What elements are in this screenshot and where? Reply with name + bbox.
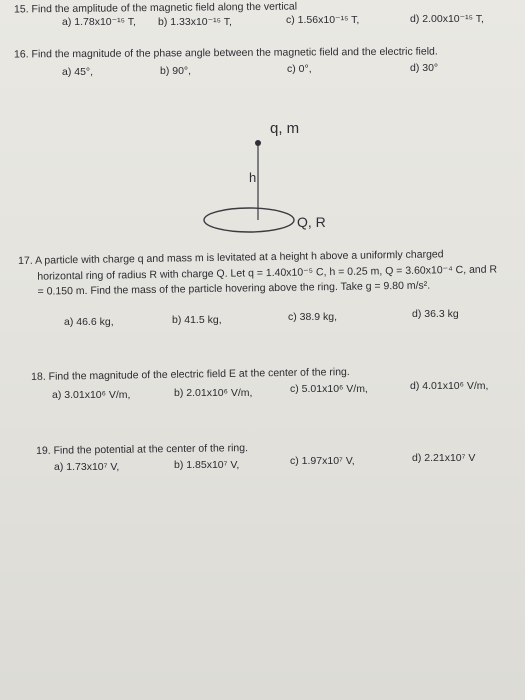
ring-label: Q, R — [297, 214, 326, 230]
q18-option-c: c) 5.01x10⁶ V/m, — [290, 383, 368, 395]
q19-title: 19. Find the potential at the center of the ring. — [36, 442, 249, 457]
q18-title: 18. Find the magnitude of the electric field E at the center of the ring. — [31, 365, 350, 383]
q18-option-a: a) 3.01x10⁶ V/m, — [52, 389, 131, 401]
q17-line-3: = 0.150 m. Find the mass of the particle hovering above the ring. Take g = 9.80 m/s². — [37, 279, 431, 298]
q15-option-a: a) 1.78x10⁻¹⁵ T, — [62, 16, 136, 28]
q16-option-c: c) 0°, — [287, 63, 312, 75]
q17-option-c: c) 38.9 kg, — [288, 311, 338, 323]
q15-option-c: c) 1.56x10⁻¹⁵ T, — [286, 14, 360, 26]
q16-title: 16. Find the magnitude of the phase angle between the magnetic field and the electric field. — [13, 45, 438, 61]
q15-title: 15. Find the amplitude of the magnetic field along the vertical — [13, 0, 298, 16]
q19-option-d: d) 2.21x10⁷ V — [412, 452, 476, 464]
q17-text — [18, 246, 497, 300]
height-label: h — [249, 170, 257, 185]
q19-option-c: c) 1.97x10⁷ V, — [290, 455, 355, 467]
charge-dot — [255, 140, 261, 146]
q18-option-d: d) 4.01x10⁶ V/m, — [410, 380, 489, 392]
charge-label: q, m — [270, 120, 300, 137]
q17-option-b: b) 41.5 kg, — [172, 314, 222, 326]
q19-option-b: b) 1.85x10⁷ V, — [174, 459, 240, 471]
q18-option-b: b) 2.01x10⁶ V/m, — [174, 387, 253, 399]
q17-line-1: 17. A particle with charge q and mass m is levitated at a height h above a uniformly charged — [18, 248, 444, 267]
q19-option-a: a) 1.73x10⁷ V, — [54, 461, 120, 473]
q15-option-d: d) 2.00x10⁻¹⁵ T, — [410, 13, 484, 25]
q16-option-b: b) 90°, — [160, 65, 192, 77]
q16-option-d: d) 30° — [410, 62, 439, 74]
q17-option-d: d) 36.3 kg — [412, 308, 459, 320]
q15-option-b: b) 1.33x10⁻¹⁵ T, — [158, 16, 232, 28]
q17-line-2: horizontal ring of radius R with charge Q. Let q = 1.40x10⁻⁵ C, h = 0.25 m, Q = 3.60x10⁻⁴ C, and R — [37, 262, 498, 283]
q17-option-a: a) 46.6 kg, — [64, 316, 114, 328]
q16-option-a: a) 45°, — [62, 66, 94, 78]
charged-ring — [204, 208, 294, 232]
